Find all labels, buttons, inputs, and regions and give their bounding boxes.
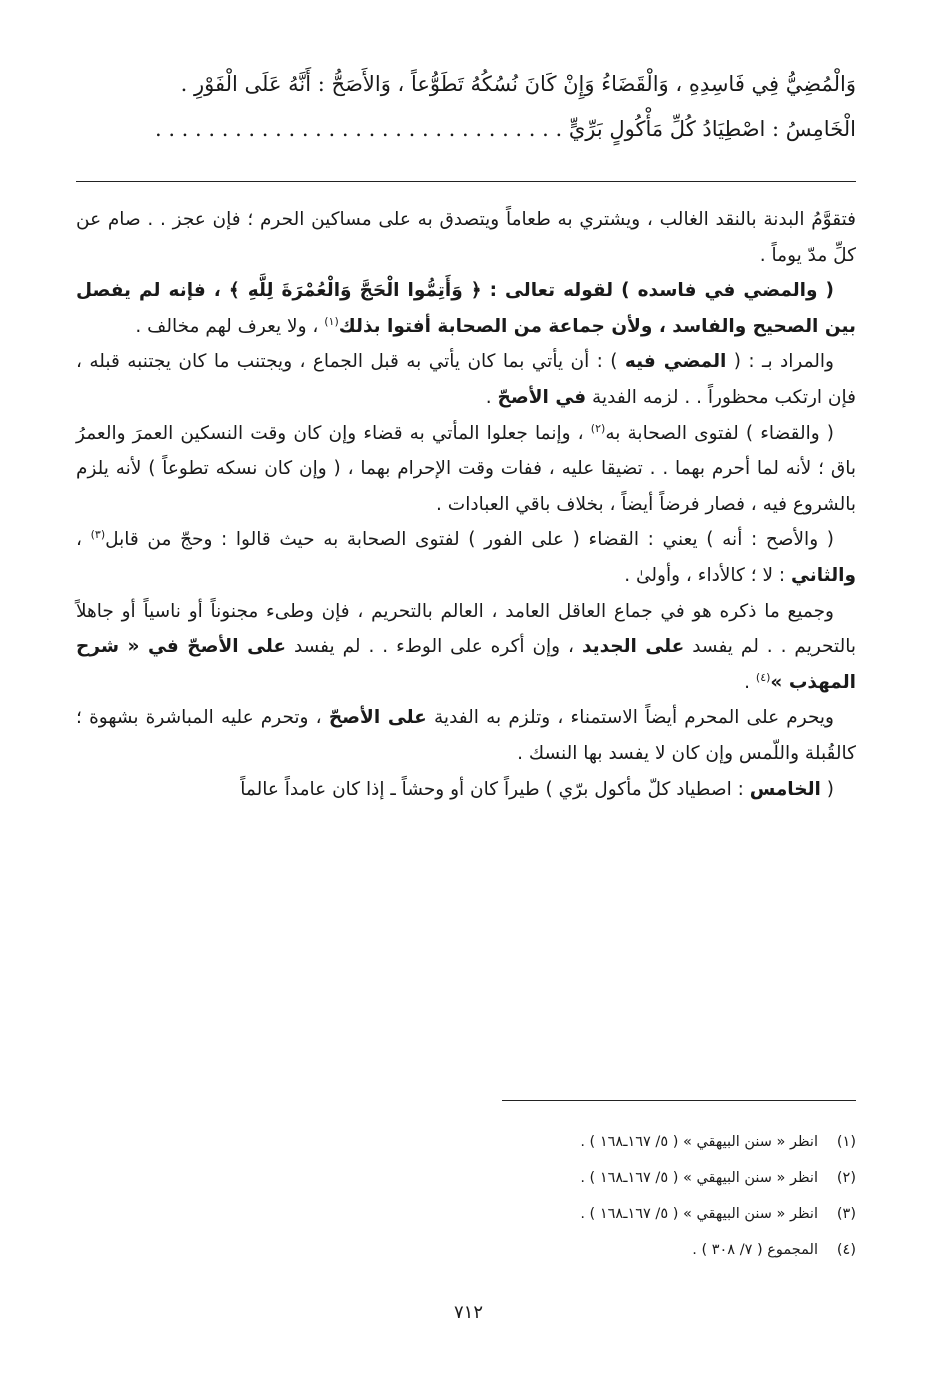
footnote-number: (٢)	[836, 1170, 856, 1186]
commentary-text	[76, 202, 856, 807]
paragraph-text: .	[744, 671, 756, 693]
matn-line-1: وَالْمُضِيُّ فِي فَاسِدِهِ ، وَالْقَضَاءُ وَإِنْ كَانَ نُسُكُهُ تَطَوُّعاً ، وَالأَصَحُّ : أَنَّهُ عَلَى الْفَوْرِ .	[180, 72, 856, 96]
bold-term: الخامس	[749, 778, 821, 800]
bold-term: على الجديد	[581, 636, 685, 658]
bold-term: في الأصحّ	[497, 386, 587, 408]
paragraph-text: (	[820, 778, 834, 800]
paragraph	[76, 594, 856, 701]
footnote-item	[420, 1124, 856, 1160]
matn-line-2: الْخَامِسُ : اصْطِيَادُ كُلِّ مَأْكُولٍ بَرِّيٍّ . . . . . . . . . . . . . . . . . . . . . . . . . . . . . . .	[154, 117, 856, 141]
paragraph	[76, 416, 856, 523]
footnote-text: المجموع ( ٧/ ٣٠٨ ) .	[692, 1242, 818, 1258]
paragraph-text: والمراد بـ : (	[726, 351, 834, 373]
footnote-text: انظر « سنن البيهقي » ( ٥/ ١٦٧ـ١٦٨ ) .	[580, 1134, 818, 1150]
footnote-item	[420, 1232, 856, 1268]
paragraph-text: ( والأصح : أنه ) يعني : القضاء ( على الفور ) لفتوى الصحابة به حيث قالوا : وحجّ من قابل	[105, 529, 834, 551]
bold-term: على الأصحّ	[328, 707, 427, 729]
footnote-number: (٣)	[836, 1206, 856, 1222]
paragraph	[76, 522, 856, 593]
paragraph	[76, 344, 856, 415]
footnotes	[420, 1124, 856, 1268]
footnote-text: انظر « سنن البيهقي » ( ٥/ ١٦٧ـ١٦٨ ) .	[580, 1206, 818, 1222]
paragraph	[76, 273, 856, 344]
paragraph-text: .	[485, 386, 498, 408]
matn-text	[76, 62, 856, 152]
bold-term: والثاني	[791, 564, 856, 586]
paragraph-text: ) : أن يأتي بما كان يأتي به قبل الجماع ، ويجتنب ما كان يجتنبه قبله ، فإن ارتكب محظوراً . . لزمه الفدية	[76, 351, 856, 408]
paragraph-text: ( والقضاء ) لفتوى الصحابة به	[605, 422, 835, 444]
footnote-ref: (٤)	[755, 670, 771, 684]
page-number: ٧١٢	[453, 1302, 483, 1323]
paragraph-text: : اصطياد كلّ مأكول برّي ) طيراً كان أو وحشاً ـ إذا كان عامداً عالماً	[240, 778, 750, 800]
paragraph-text: ،	[76, 529, 91, 551]
paragraph-text: ، وإنما جعلوا المأتي به قضاء وإن كان وقت النسكين العمرَ والعمرُ باق ؛ لأنه لما أحرم بهما . . تضيقا عليه ، ففات وقت الإحرام بهما ، ( وإن كان نسكه تطوعاً ) لأنه يلزم بالشروع فيه ، فصار فرضاً أيضاً ، بخلاف باقي العبادات .	[76, 422, 856, 515]
paragraph-text: ، وتحرم عليه المباشرة بشهوة ؛ كالقُبلة واللّمس وإن كان لا يفسد بها النسك .	[76, 707, 856, 764]
matn-separator-rule	[76, 181, 856, 182]
paragraph-text: فتقوَّمُ البدنة بالنقد الغالب ، ويشتري به طعاماً ويتصدق به على مساكين الحرم ؛ فإن عجز . . صام عن كلِّ مدّ يوماً .	[76, 209, 856, 266]
paragraph	[76, 772, 856, 808]
paragraph-text: ، ولا يعرف لهم مخالف .	[135, 315, 325, 337]
footnote-separator-rule	[502, 1100, 856, 1101]
paragraph-text: : لا ؛ كالأداء ، وأولىٰ .	[624, 564, 792, 586]
paragraph-text: ، وإن أكره على الوطء . . لم يفسد	[286, 636, 582, 658]
paragraph-text: ويحرم على المحرم أيضاً الاستمناء ، وتلزم به الفدية	[426, 707, 834, 729]
bold-term: المضي فيه	[624, 351, 727, 373]
paragraph	[76, 202, 856, 273]
footnote-text: انظر « سنن البيهقي » ( ٥/ ١٦٧ـ١٦٨ ) .	[580, 1170, 818, 1186]
paragraph-text: ( والمضي في فاسده ) لقوله تعالى : ﴿ وَأَتِمُّوا الْحَجَّ وَالْعُمْرَةَ لِلَّهِ ﴾ ، فإنه لم يفصل بين الصحيح والفاسد ، ولأن جماعة من الصحابة أفتوا بذلك	[76, 280, 856, 337]
paragraph-text: وجميع ما ذكره هو في جماع العاقل العامد ، العالم بالتحريم ، فإن وطىء مجنوناً أو ناسياً أو جاهلاً بالتحريم . . لم يفسد	[76, 600, 856, 658]
bold-term: على الأصحّ في « شرح المهذب »	[76, 636, 856, 693]
footnote-ref: (٣)	[90, 528, 106, 542]
footnote-number: (٤)	[836, 1242, 856, 1258]
paragraph	[76, 700, 856, 771]
footnote-number: (١)	[836, 1134, 856, 1150]
footnote-ref: (١)	[324, 314, 339, 328]
footnote-ref: (٢)	[590, 421, 606, 435]
footnote-item	[420, 1196, 856, 1232]
footnote-item	[420, 1160, 856, 1196]
